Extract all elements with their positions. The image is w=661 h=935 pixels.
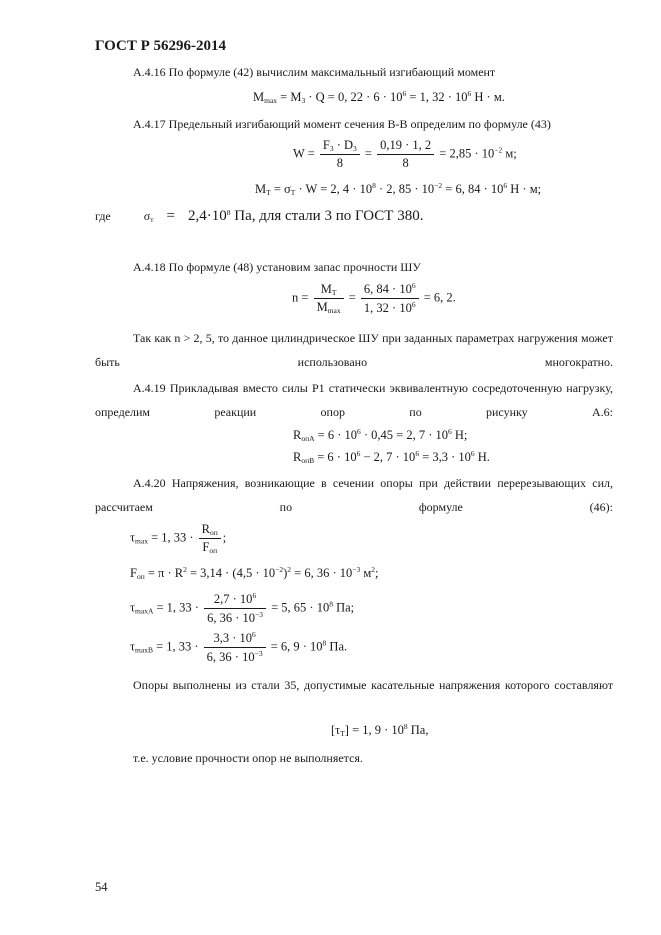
paragraph-supports-material: Опоры выполнены из стали 35, допустимые касательные напряжения которого составляют — [133, 678, 613, 692]
where-clause: где $\sigma_т = 2,4\cdot 10^8$ Па, для стали 3 по ГОСТ 380. — [95, 208, 424, 224]
paragraph-a4-20: А.4.20 Напряжения, возникающие в сечении опоры при действии перерезывающих сил, рассчитаем по формуле (46): — [95, 476, 613, 514]
where-word: где — [95, 209, 111, 223]
where-symbol: $\sigma_т$ — [143, 209, 154, 224]
equation-reaction-a: $R_{опА} = 6 \cdot 10^6 \cdot 0,45 = 2$, $7 \cdot 10^6$ Н; — [293, 427, 468, 443]
equation-max-moment: $M_{max} = M_3 \cdot Q = 0$, $22 \cdot 6 \cdot 10^6 = 1$, $32 \cdot 10^6$ Н · м. — [253, 89, 505, 105]
paragraph-a4-16: А.4.16 По формуле (42) вычислим максимальный изгибающий момент — [133, 65, 496, 79]
equation-limit-moment: $M_T = \sigma_T \cdot W = 2$, $4 \cdot 10^8 \cdot 2$, $85 \cdot 10^{-2} = 6$, $84 \cdot 10^6$ Н · м; — [255, 181, 542, 197]
equation-tau-max-a: $\tau_{maxA} = 1$, 33 · $\frac{2,7 \cdot 10^6}{6, 36 \cdot 10^{-3}}$ = 5, $65 \cdot 10^8$ Па; — [130, 591, 355, 625]
equation-allowable-stress: $[\tau_T] = 1$, $9 \cdot 10^8$ Па, — [331, 722, 429, 738]
paragraph-conclusion-n: Так как n > 2, 5, то данное цилиндрическое ШУ при заданных параметрах нагружения может быть использовано многократно. — [95, 331, 613, 369]
document-header: ГОСТ Р 56296-2014 — [95, 38, 227, 54]
paragraph-final-conclusion: т.е. условие прочности опор не выполняется. — [133, 751, 363, 765]
paragraph-a4-18: А.4.18 По формуле (48) установим запас прочности ШУ — [133, 260, 421, 274]
equation-tau-max: $\tau_{max} = 1$, 33 · $\frac{R_{оп}}{F_{оп}}$ ; — [130, 522, 227, 555]
equation-safety-factor: n = $\frac{M_T}{M_{max}}$ = $\frac{6, 84 \cdot 10^6}{1, 32 \cdot 10^6}$ = 6, 2. — [292, 281, 456, 315]
where-value: $2,4\cdot 10^8$ Па, для стали 3 по ГОСТ 380. — [187, 208, 424, 224]
equation-tau-max-b: $\tau_{maxB} = 1$, 33 · $\frac{3,3 \cdot 10^6}{6, 36 \cdot 10^{-3}}$ = 6, $9 \cdot 10^8$ Па. — [130, 630, 348, 664]
paragraph-a4-19: А.4.19 Прикладывая вместо силы Р1 статически эквивалентную сосредоточенную нагрузку, определим реакции опор по рисунку А.6: — [95, 381, 613, 419]
equation-reaction-b: $R_{опВ} = 6 \cdot 10^6 - 2$, $7 \cdot 10^6 = 3,3 \cdot 10^6$ Н. — [293, 449, 490, 465]
equation-support-area: $F_{оп} = \pi \cdot R^2 = 3,14 \cdot (4,5 \cdot 10^{-2})^2 = 6$, $36 \cdot 10^{-3}$ $м^2$; — [130, 565, 379, 581]
equation-section-modulus: W = $\frac{F_3 \cdot D_3}{8}$ = $\frac{0,19 \cdot 1, 2}{8}$ = $2,85 \cdot 10^{-2}$ м; — [293, 138, 517, 170]
page-number: 54 — [95, 880, 108, 894]
paragraph-a4-17: А.4.17 Предельный изгибающий момент сечения В-В определим по формуле (43) — [133, 117, 551, 131]
